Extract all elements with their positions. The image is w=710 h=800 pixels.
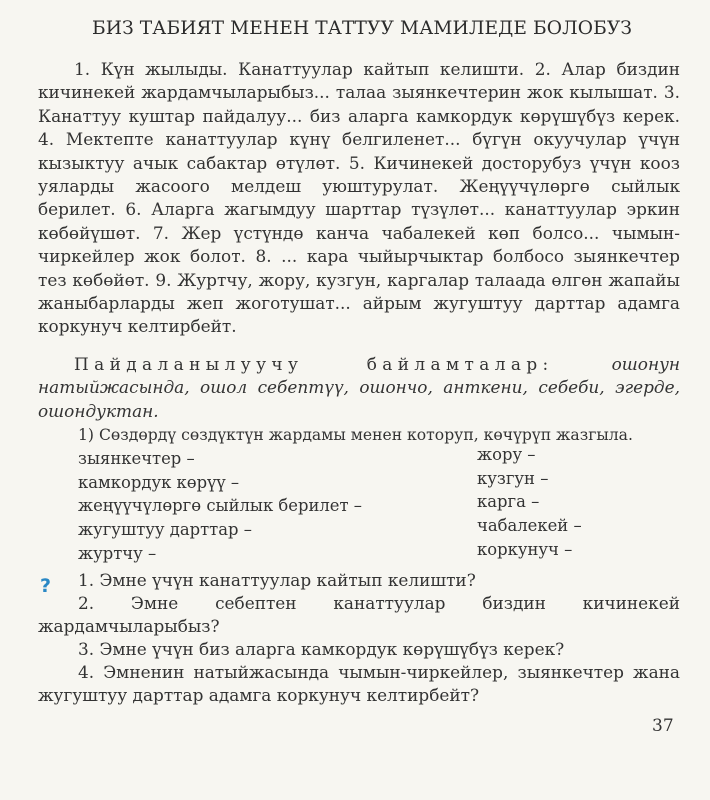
page-number: 37 <box>652 716 674 736</box>
questions-block <box>38 569 680 706</box>
terms-left-column <box>78 447 362 565</box>
page-title: БИЗ ТАБИЯТ МЕНЕН ТАТТУУ МАМИЛЕДЕ БОЛОБУЗ <box>92 18 633 39</box>
task-instruction: 1) Сөздөрдү сөздүктүн жардамы менен которуп, көчүрүп жазгыла. <box>78 426 633 444</box>
question-item: 4. Эмненин натыйжасында чымын-чиркейлер, зыянкечтер жана жугуштуу дарттар адамга коркунуч келтирбейт? <box>38 661 680 705</box>
term-item: кузгун – <box>477 468 549 488</box>
useful-conjunctions <box>38 353 680 423</box>
term-item: жору – <box>477 445 536 464</box>
term-item: чабалекей – <box>477 516 582 536</box>
term-item: зыянкечтер – <box>78 449 195 468</box>
question-item: 1. Эмне үчүн канаттуулар кайтып келишти? <box>78 570 476 590</box>
question-mark-icon: ? <box>40 575 52 597</box>
useful-label: Пайдаланылуучу байламталар: <box>74 354 554 374</box>
useful-words: ошонун натыйжасында, ошол себептүү, ошончо, анткени, себеби, эгерде, ошондуктан. <box>38 354 681 421</box>
question-item: 2. Эмне себептен канаттуулар биздин кичинекей жардамчыларыбыз? <box>38 592 680 636</box>
question-item: 3. Эмне үчүн биз аларга камкордук көрүшүбүз керек? <box>78 638 565 659</box>
term-item: камкордук көрүү – <box>78 472 240 492</box>
main-paragraph: 1. Күн жылыды. Канаттуулар кайтып келишти. 2. Алар биздин кичинекей жардамчыларыбыз... талаа зыянкечтерин жок кылышат. 3. Канаттуу куштар пайдалуу... биз аларга камкордук көрүшүбүз керек. 4. Мектепте канаттуулар күнү белгиленет... бүгүн окуучулар үчүн кызыктуу ачык сабактар өтүлөт. 5. Кичинекей досторубуз үчүн кооз уяларды жасоого мелдеш уюштурулат. Жеңүүчүлөргө сыйлык берилет. 6. Аларга жагымдуу шарттар түзүлөт... канаттуулар эркин көбөйүшөт. 7. Жер үстүндө канча чабалекей көп болсо... чымын-чиркейлер жок болот. 8. ... кара чыйырчыктар болбосо зыянкечтер тез көбөйөт. 9. Журтчу, жору, кузгун, каргалар талаада өлгөн жапайы жаныбарларды жеп жоготушат... айрым жугуштуу дарттар адамга коркунуч келтирбейт. <box>38 59 680 337</box>
term-item: коркунуч – <box>477 539 573 559</box>
term-item: журтчу – <box>78 543 157 563</box>
term-item: карга – <box>477 492 540 512</box>
term-item: жугуштуу дарттар – <box>78 520 252 540</box>
term-item: жеңүүчүлөргө сыйлык берилет – <box>78 496 362 516</box>
terms-right-column <box>477 443 582 561</box>
